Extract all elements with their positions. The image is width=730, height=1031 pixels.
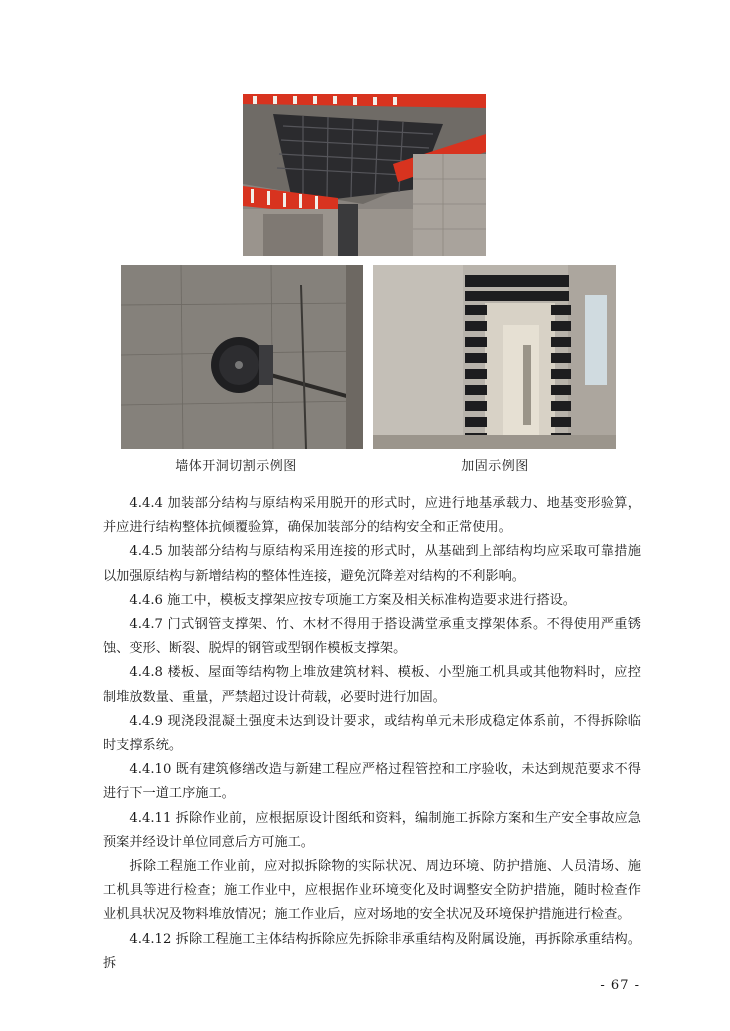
right-photo-caption: 加固示例图: [461, 459, 529, 474]
clause-4-4-6: 4.4.6 施工中，模板支撑架应按专项施工方案及相关标准构造要求进行搭设。: [129, 592, 576, 608]
carbon-fiber-beam-reinforcement-photo: [243, 94, 486, 256]
reinforced-doorway-photo: [373, 265, 616, 449]
clause-4-4-11: 4.4.11 拆除作业前，应根据原设计图纸和资料，编制施工拆除方案和生产安全事故应急预案并经设计单位同意后方可施工。: [103, 810, 641, 850]
clause-4-4-12: 4.4.12 拆除工程施工主体结构拆除应先拆除非承重结构及附属设施，再拆除承重结构。拆: [103, 931, 641, 971]
demolition-inspection-paragraph: 拆除工程施工作业前，应对拟拆除物的实际状况、周边环境、防护措施、人员清场、施工机具等进行检查；施工作业中，应根据作业环境变化及时调整安全防护措施，随时检查作业机具状况及物料堆放情况；施工作业后，应对场地的安全状况及环境保护措施进行检查。: [103, 859, 641, 923]
clause-4-4-5: 4.4.5 加装部分结构与原结构采用连接的形式时，从基础到上部结构均应采取可靠措施以加强原结构与新增结构的整体性连接，避免沉降差对结构的不利影响。: [103, 544, 641, 584]
clause-4-4-10: 4.4.10 既有建筑修缮改造与新建工程应严格过程管控和工序验收，未达到规范要求不得进行下一道工序施工。: [103, 762, 641, 802]
body-text: [103, 492, 641, 976]
left-photo-caption: 墙体开洞切割示例图: [175, 459, 297, 474]
clause-4-4-9: 4.4.9 现浇段混凝土强度未达到设计要求，或结构单元未形成稳定体系前，不得拆除临时支撑系统。: [103, 713, 641, 754]
clause-4-4-8: 4.4.8 楼板、屋面等结构物上堆放建筑材料、模板、小型施工机具或其他物料时，应控制堆放数量、重量，严禁超过设计荷载，必要时进行加固。: [103, 665, 641, 705]
page-number: - 67 -: [600, 978, 640, 993]
wall-opening-cutting-photo: [121, 265, 363, 449]
clause-4-4-4: 4.4.4 加装部分结构与原结构采用脱开的形式时，应进行地基承载力、地基变形验算，并应进行结构整体抗倾覆验算，确保加装部分的结构安全和正常使用。: [103, 496, 641, 536]
clause-4-4-7: 4.4.7 门式钢管支撑架、竹、木材不得用于搭设满堂承重支撑架体系。不得使用严重锈蚀、变形、断裂、脱焊的钢管或型钢作模板支撑架。: [103, 617, 641, 657]
